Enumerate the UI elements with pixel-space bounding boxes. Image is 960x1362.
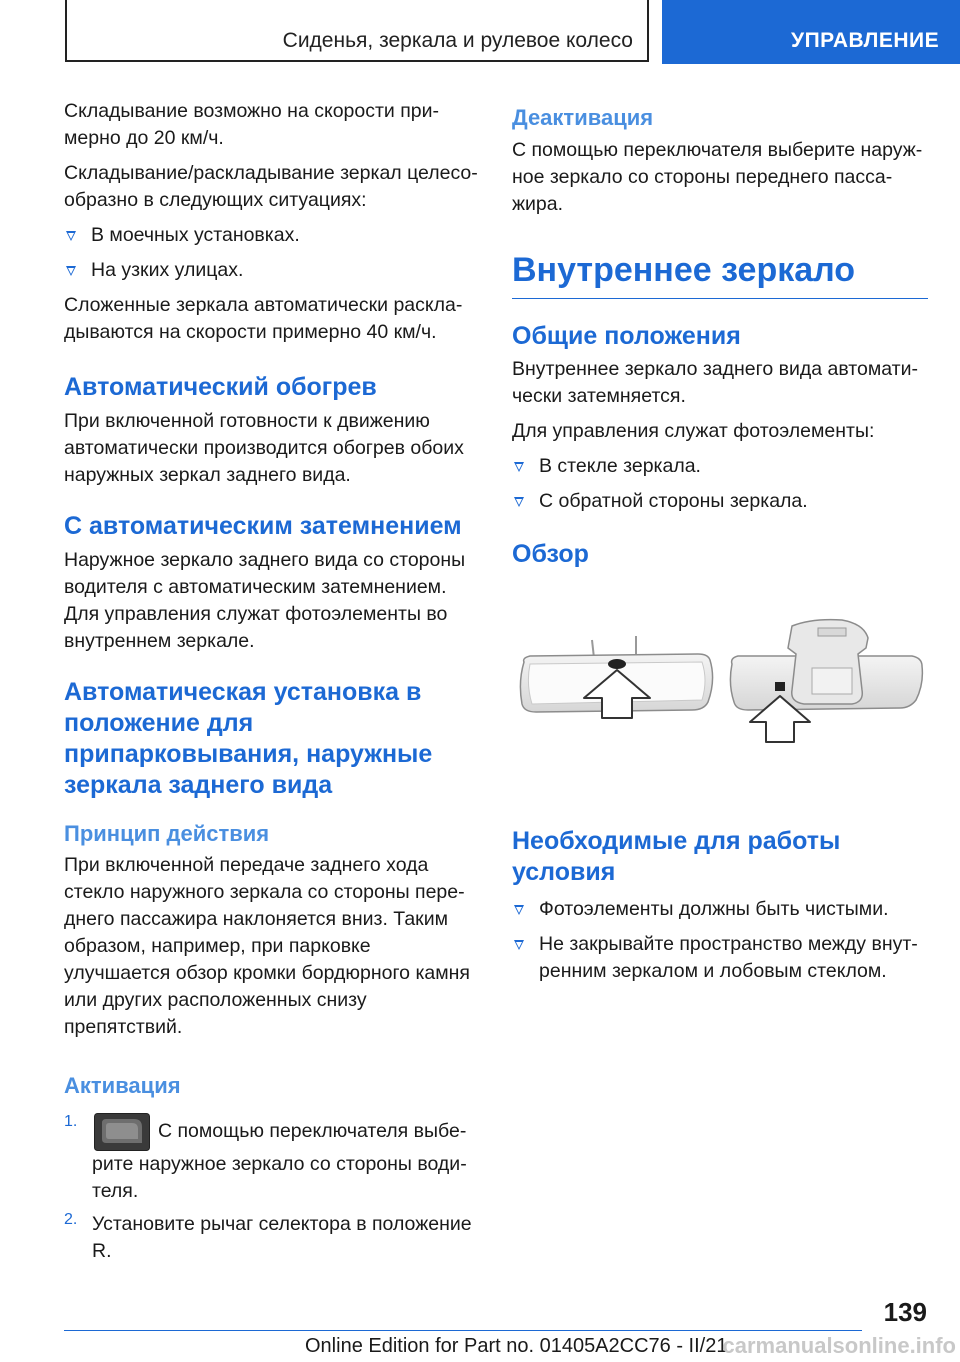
paragraph: Сложенные зеркала автоматически раскладываются на скорости примерно 40 км/ч. xyxy=(64,294,463,343)
triangle-bullet-icon xyxy=(514,940,524,950)
heading-overview: Обзор xyxy=(512,540,589,568)
triangle-bullet-icon xyxy=(66,231,76,241)
header-box xyxy=(65,0,649,62)
list-item-text: Фотоэлементы должны быть чистыми. xyxy=(539,898,889,920)
list-item xyxy=(512,488,928,515)
list-item xyxy=(64,257,478,284)
mirror-front-view xyxy=(520,636,712,718)
heading-heating: Автоматический обогрев xyxy=(64,373,377,401)
step-text: Установите рычаг селектора в положение R. xyxy=(92,1213,472,1262)
triangle-bullet-icon xyxy=(66,266,76,276)
left-column xyxy=(64,98,478,1271)
list-item-text: В стекле зеркала. xyxy=(539,455,701,477)
triangle-bullet-icon xyxy=(514,905,524,915)
list-item-text: С обратной стороны зеркала. xyxy=(539,490,808,512)
edition-text: Online Edition for Part no. 01405A2CC76 - II/21 xyxy=(305,1335,728,1357)
paragraph: С помощью переключателя выберите наружное зеркало со стороны переднего пассажира. xyxy=(512,139,923,215)
triangle-bullet-icon xyxy=(514,462,524,472)
chapter-tab[interactable] xyxy=(662,0,960,64)
heading-activation: Активация xyxy=(64,1073,181,1098)
paragraph: При включенной готовности к движению автоматически производится обогрев обоих наружных зеркал заднего вида. xyxy=(64,410,464,486)
mirror-rear-view xyxy=(730,620,922,742)
heading-principle: Принцип действия xyxy=(64,821,270,846)
chapter-tab-label: УПРАВЛЕНИЕ xyxy=(791,29,940,52)
paragraph: Складывание/раскладывание зеркал целесообразно в следующих ситуациях: xyxy=(64,162,478,211)
paragraph: Складывание возможно на скорости примерно до 20 км/ч. xyxy=(64,100,440,149)
step-number: 1. xyxy=(64,1113,78,1130)
list-item xyxy=(512,931,928,985)
paragraph: При включенной передаче заднего хода стекло наружного зеркала со стороны переднего пассажира наклоняется вниз. Таким образом, например, при парковке улучшается обзор кромки бордюрного камня или других расположенных снизу препятствий. xyxy=(64,854,470,1038)
heading-dimming: С автоматическим затемнением xyxy=(64,512,462,540)
interior-mirror-illustration xyxy=(512,618,928,808)
step-item xyxy=(64,1113,478,1205)
paragraph: Для управления служат фотоэлементы: xyxy=(512,420,875,442)
list-item-text: Не закрывайте пространство между внутренним зеркалом и лобовым стеклом. xyxy=(539,933,918,982)
heading-parking-position: Автоматическая установка в положение для припарковывания, наружные зеркала заднего вида xyxy=(64,678,433,799)
page-number: 139 xyxy=(883,1297,927,1327)
heading-general: Общие положения xyxy=(512,322,741,350)
step-number: 2. xyxy=(64,1211,78,1228)
triangle-bullet-icon xyxy=(514,497,524,507)
list-item xyxy=(512,453,928,480)
step-text: С помощью переключателя выберите наружное зеркало со стороны водителя. xyxy=(92,1120,467,1202)
watermark: carmanualsonline.info xyxy=(722,1333,956,1358)
right-column xyxy=(512,103,928,570)
heading-deactivation: Деактивация xyxy=(512,105,654,130)
paragraph: Внутреннее зеркало заднего вида автоматически затемняется. xyxy=(512,358,918,407)
list-item-text: На узких улицах. xyxy=(91,259,244,281)
conditions-section xyxy=(512,826,928,993)
step-item xyxy=(64,1211,478,1265)
list-item xyxy=(64,222,478,249)
paragraph: Наружное зеркало заднего вида со стороны водителя с автоматическим затемнением. Для управления служат фотоэлементы во внутреннем зеркале. xyxy=(64,549,466,652)
heading-interior-mirror: Внутреннее зеркало xyxy=(512,251,856,289)
heading-conditions: Необходимые для работы условия xyxy=(512,827,841,886)
section-title: Сиденья, зеркала и рулевое колесо xyxy=(282,29,633,52)
mirror-switch-button-icon xyxy=(94,1113,150,1151)
list-item-text: В моечных установках. xyxy=(91,224,300,246)
list-item xyxy=(512,896,928,923)
footer-rule xyxy=(64,1330,862,1331)
